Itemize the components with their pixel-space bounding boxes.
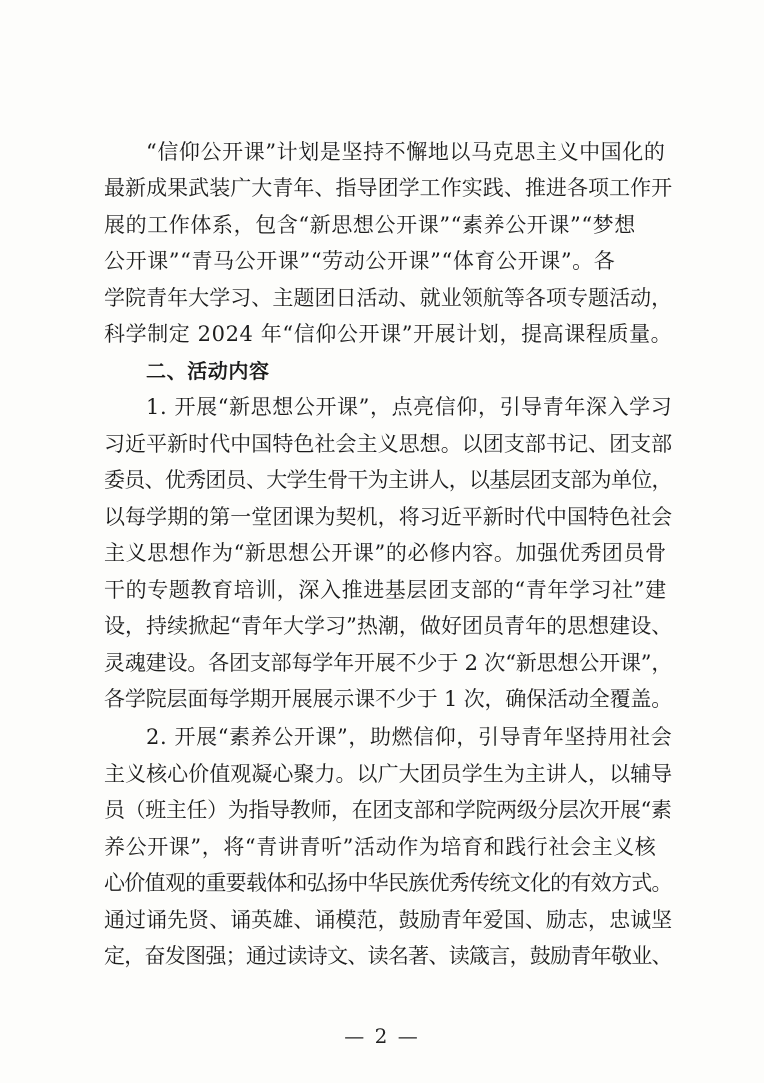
- paragraph-1-line-3: 展的工作体系，包含“新思想公开课”“素养公开课”“梦想: [104, 213, 636, 237]
- paragraph-3-line-1: 2. 开展“素养公开课”，助燃信仰，引导青年坚持用社会: [146, 725, 673, 749]
- paragraph-2-line-4: 以每学期的第一堂团课为契机，将习近平新时代中国特色社会: [104, 505, 673, 529]
- paragraph-2-line-7: 设，持续掀起“青年大学习”热潮，做好团员青年的思想建设、: [104, 614, 673, 638]
- paragraph-1-line-1: “信仰公开课”计划是坚持不懈地以马克思主义中国化的: [146, 140, 666, 164]
- paragraph-3-line-3: 员（班主任）为指导教师，在团支部和学院两级分层次开展“素: [104, 798, 672, 822]
- paragraph-3-line-5: 心价值观的重要载体和弘扬中华民族优秀传统文化的有效方式。: [104, 871, 672, 895]
- paragraph-2-line-2: 习近平新时代中国特色社会主义思想。以团支部书记、团支部: [104, 432, 673, 456]
- page-number: — 2 —: [344, 1024, 420, 1048]
- paragraph-2-line-6: 干的专题教育培训，深入推进基层团支部的“青年学习社”建: [104, 578, 667, 602]
- paragraph-1-line-2: 最新成果武装广大青年、指导团学工作实践、推进各项工作开: [104, 176, 673, 200]
- paragraph-3-line-7: 定，奋发图强；通过读诗文、读名著、读箴言，鼓励青年敬业、: [104, 944, 672, 968]
- paragraph-1-line-4: 公开课”“青马公开课”“劳动公开课”“体育公开课”。各: [104, 249, 616, 273]
- paragraph-1-line-6: 科学制定 2024 年“信仰公开课”开展计划，提高课程质量。: [104, 322, 673, 346]
- section-heading: 二、活动内容: [146, 359, 270, 383]
- paragraph-3-line-2: 主义核心价值观凝心聚力。以广大团员学生为主讲人，以辅导: [104, 762, 673, 786]
- paragraph-3-line-4: 养公开课”，将“青讲青听”活动作为培育和践行社会主义核: [104, 835, 657, 859]
- paragraph-2-line-8: 灵魂建设。各团支部每学年开展不少于 2 次“新思想公开课”，: [104, 651, 673, 675]
- paragraph-3-line-6: 通过诵先贤、诵英雄、诵模范，鼓励青年爱国、励志，忠诚坚: [104, 908, 673, 932]
- paragraph-2-line-9: 各学院层面每学期开展展示课不少于 1 次，确保活动全覆盖。: [104, 687, 673, 711]
- paragraph-2-line-5: 主义思想作为“新思想公开课”的必修内容。加强优秀团员骨: [104, 541, 667, 565]
- paragraph-2-line-1: 1. 开展“新思想公开课”，点亮信仰，引导青年深入学习: [146, 395, 673, 419]
- paragraph-2-line-3: 委员、优秀团员、大学生骨干为主讲人，以基层团支部为单位，: [104, 468, 672, 492]
- paragraph-1-line-5: 学院青年大学习、主题团日活动、就业领航等各项专题活动，: [104, 286, 673, 310]
